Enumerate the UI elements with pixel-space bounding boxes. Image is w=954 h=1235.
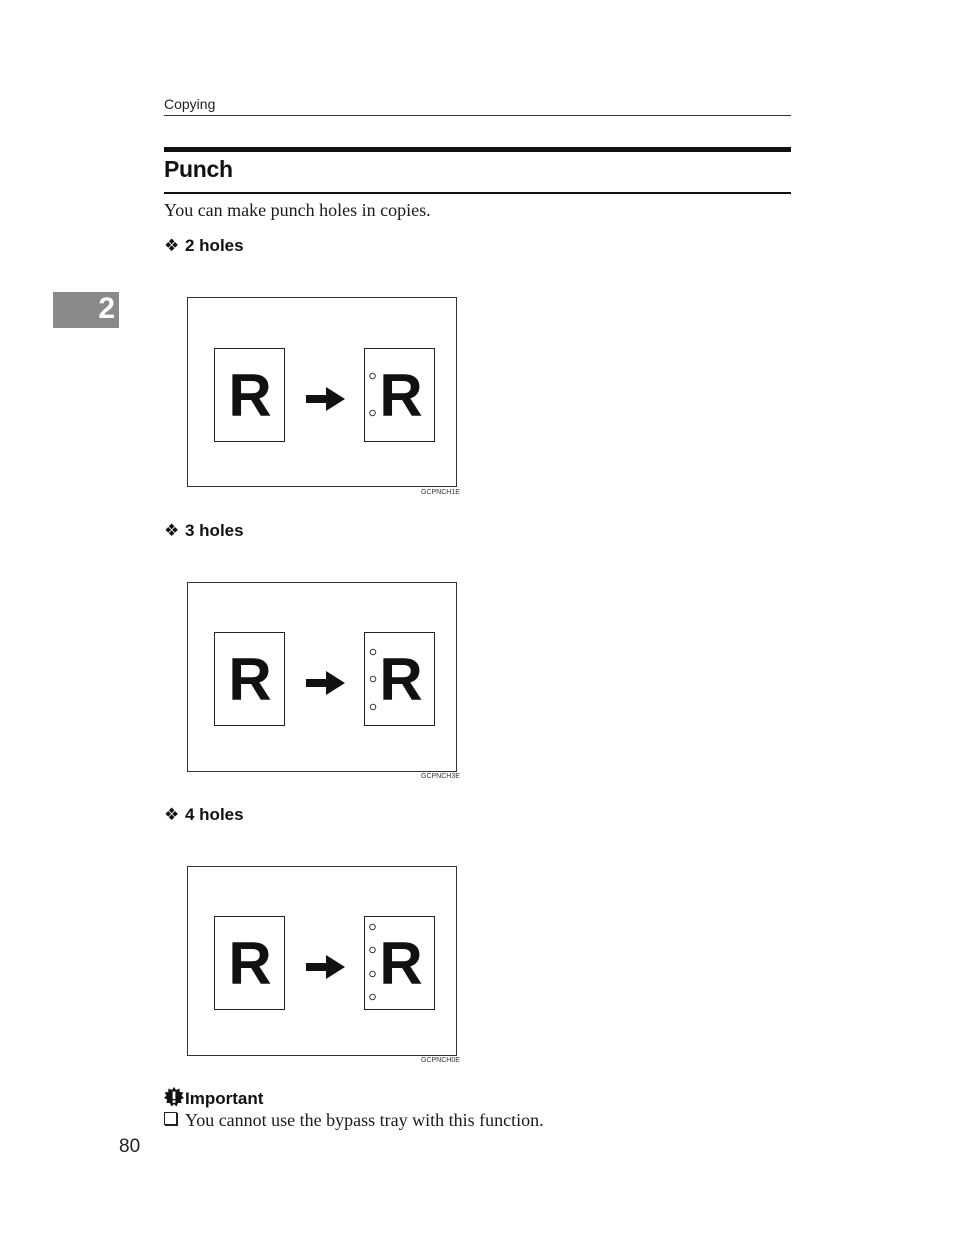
copy-letter: R xyxy=(379,362,423,429)
diamond-bullet-icon: ❖ xyxy=(164,805,180,824)
figure-code: GCPNCH0E xyxy=(421,1057,460,1064)
title-rule-bottom xyxy=(164,192,791,194)
page-number: 80 xyxy=(119,1136,141,1157)
punch-hole xyxy=(370,924,376,930)
punch-hole xyxy=(370,994,376,1000)
original-letter: R xyxy=(228,930,272,997)
diamond-bullet-icon: ❖ xyxy=(164,236,180,255)
subhead-label: 2 holes xyxy=(185,236,244,255)
chapter-tab xyxy=(53,292,119,328)
subhead-label: 4 holes xyxy=(185,805,244,824)
punch-hole xyxy=(370,676,376,682)
figure-2-holes xyxy=(187,297,457,487)
punch-hole xyxy=(370,373,376,379)
punch-hole xyxy=(370,649,376,655)
original-letter: R xyxy=(228,646,272,713)
intro-text: You can make punch holes in copies. xyxy=(164,200,431,220)
punch-hole xyxy=(370,410,376,416)
right-arrow-icon xyxy=(306,671,345,695)
right-arrow-icon xyxy=(306,387,345,411)
right-arrow-icon xyxy=(306,955,345,979)
punch-hole xyxy=(370,704,376,710)
important-heading xyxy=(164,1087,263,1109)
figure-3-holes xyxy=(187,582,457,772)
punch-hole xyxy=(370,947,376,953)
copy-letter: R xyxy=(379,646,423,713)
punch-hole xyxy=(370,971,376,977)
section-title: Punch xyxy=(164,156,233,182)
original-letter: R xyxy=(228,362,272,429)
important-badge-icon xyxy=(164,1087,184,1107)
diamond-bullet-icon: ❖ xyxy=(164,521,180,540)
figure-4-holes xyxy=(187,866,457,1056)
figure-code: GCPNCH3E xyxy=(421,773,460,780)
figure-code: GCPNCH1E xyxy=(421,489,460,496)
subhead-3-holes xyxy=(164,521,244,541)
header-rule xyxy=(164,115,791,116)
punch-diagram-3 xyxy=(188,583,456,771)
copy-letter: R xyxy=(379,930,423,997)
important-item-text: You cannot use the bypass tray with this function. xyxy=(185,1110,544,1130)
checkbox-icon xyxy=(164,1112,177,1125)
subhead-4-holes xyxy=(164,805,244,825)
important-label: Important xyxy=(185,1089,264,1108)
subhead-2-holes xyxy=(164,236,244,256)
chapter-number: 2 xyxy=(98,292,115,325)
punch-diagram-4 xyxy=(188,867,456,1055)
punch-diagram-2 xyxy=(188,298,456,486)
subhead-label: 3 holes xyxy=(185,521,244,540)
running-head: Copying xyxy=(164,96,216,112)
title-rule-top xyxy=(164,147,791,152)
important-item xyxy=(164,1110,544,1131)
